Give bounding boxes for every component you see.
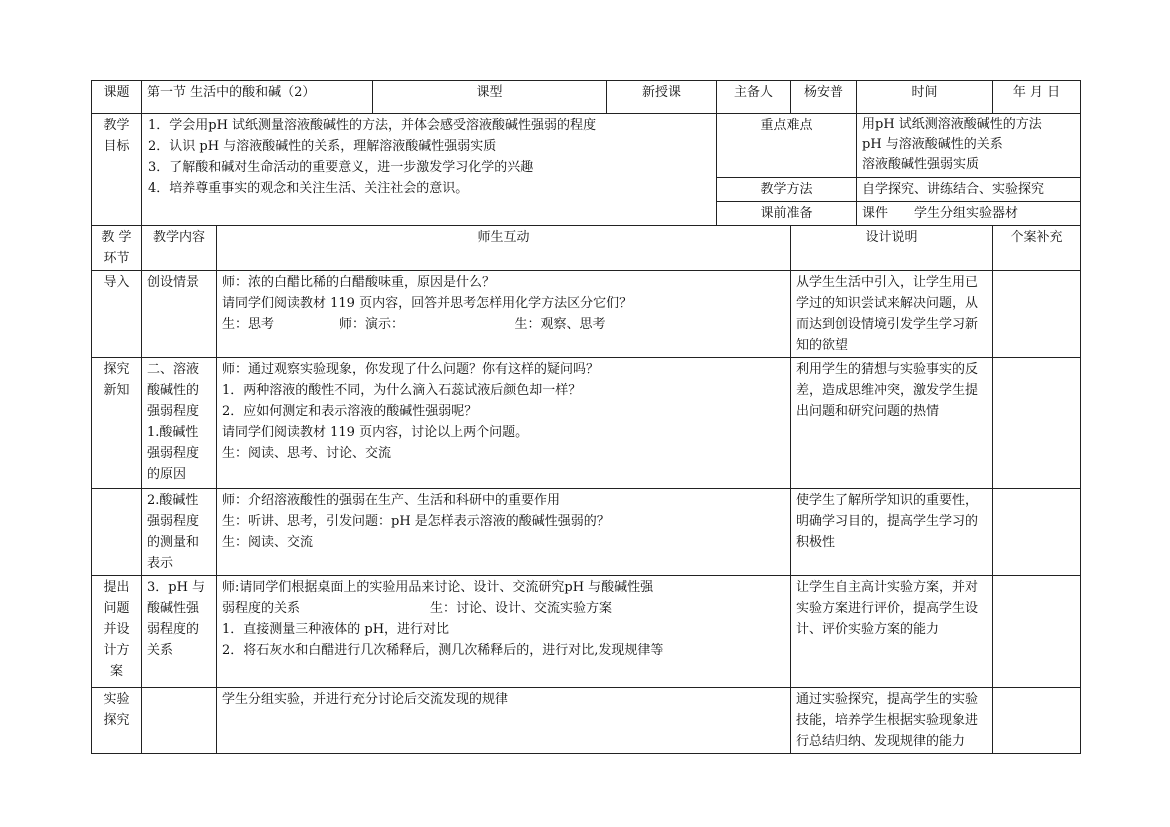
content-line: 关系 — [147, 643, 174, 658]
topic-label: 课题 — [92, 81, 142, 114]
table-row — [92, 688, 1081, 754]
interaction-line: 2．应如何测定和表示溶液的酸碱性强弱呢？ — [222, 404, 478, 419]
content-header: 教学内容 — [142, 226, 217, 271]
stage-line: 提出 — [103, 580, 130, 595]
interaction-line: 学生分组实验，并进行充分讨论后交流发现的规律 — [222, 692, 509, 707]
supplement-header: 个案补充 — [993, 226, 1081, 271]
goals-label-line: 目标 — [103, 139, 130, 154]
interaction-line: 生：阅读、交流 — [222, 535, 314, 550]
interaction-line: 师:请同学们根据桌面上的实验用品来讨论、设计、交流研究pH 与酸碱性强 — [222, 580, 654, 595]
supplement-cell — [993, 576, 1081, 688]
stage-cell — [92, 489, 142, 576]
content-cell — [142, 576, 217, 688]
goals-label — [92, 114, 142, 226]
interaction-line: 师：通过观察实验现象，你发现了什么问题？你有这样的疑问吗？ — [222, 362, 600, 377]
interaction-cell — [217, 489, 791, 576]
content-cell — [142, 688, 217, 754]
key-point: pH 与溶液酸碱性的关系 — [862, 137, 1003, 152]
content-line: 表示 — [147, 556, 174, 571]
time-value: 年 月 日 — [993, 81, 1081, 114]
time-label: 时间 — [857, 81, 993, 114]
interaction-header: 师生互动 — [217, 226, 791, 271]
content-cell — [142, 358, 217, 489]
design-cell: 通过实验探究，提高学生的实验技能，培养学生根据实验现象进行总结归纳、发现规律的能力 — [791, 688, 993, 754]
content-cell — [142, 271, 217, 358]
stage-line: 并设 — [103, 622, 130, 637]
table-row — [92, 358, 1081, 489]
design-cell: 使学生了解所学知识的重要性，明确学习目的，提高学生学习的积极性 — [791, 489, 993, 576]
preparer-value: 杨安普 — [791, 81, 857, 114]
stage-line: 问题 — [103, 601, 130, 616]
interaction-line: 师：介绍溶液酸性的强弱在生产、生活和科研中的重要作用 — [222, 493, 561, 508]
stage-line: 计方 — [103, 643, 130, 658]
interaction-cell — [217, 576, 791, 688]
interaction-line: 1．直接测量三种液体的 pH，进行对比 — [222, 622, 450, 637]
design-header: 设计说明 — [791, 226, 993, 271]
content-line: 强弱程度 — [147, 404, 200, 419]
interaction-cell — [217, 271, 791, 358]
key-point: 溶液酸碱性强弱实质 — [862, 157, 980, 172]
topic-value: 第一节 生活中的酸和碱（2） — [142, 81, 373, 114]
type-label: 课型 — [373, 81, 607, 114]
goal-item: 2．认识 pH 与溶液酸碱性的关系，理解溶液酸碱性强弱实质 — [148, 139, 497, 154]
stage-line: 探究 — [103, 362, 130, 377]
supplement-cell — [993, 489, 1081, 576]
stage-cell — [92, 576, 142, 688]
table-row — [92, 576, 1081, 688]
content-line: 3．pH 与 — [147, 580, 206, 595]
goal-item: 4．培养尊重事实的观念和关注生活、关注社会的意识。 — [148, 181, 469, 196]
stage-header-line: 环节 — [103, 251, 130, 266]
interaction-line: 生：听讲、思考，引发问题：pH 是怎样表示溶液的酸碱性强弱的？ — [222, 514, 610, 529]
interaction-cell — [217, 688, 791, 754]
supplement-cell — [993, 358, 1081, 489]
stage-cell — [92, 358, 142, 489]
supplement-cell — [993, 688, 1081, 754]
content-line: 强弱程度 — [147, 514, 200, 529]
goal-item: 3．了解酸和碱对生命活动的重要意义，进一步激发学习化学的兴趣 — [148, 160, 534, 175]
method-value: 自学探究、讲练结合、实验探究 — [857, 178, 1081, 202]
table-row — [92, 489, 1081, 576]
content-line: 的原因 — [147, 467, 187, 482]
method-label: 教学方法 — [717, 178, 857, 202]
interaction-line: 师：浓的白醋比稀的白醋酸味重，原因是什么？ — [222, 275, 496, 290]
key-point: 用pH 试纸测溶液酸碱性的方法 — [862, 117, 1042, 132]
supplement-cell — [993, 271, 1081, 358]
content-line: 酸碱性的 — [147, 383, 200, 398]
content-line: 创设情景 — [147, 275, 200, 290]
key-points-label: 重点难点 — [717, 114, 857, 178]
goals-row — [92, 114, 1081, 178]
design-cell: 让学生自主高计实验方案，并对实验方案进行评价，提高学生设计、评价实验方案的能力 — [791, 576, 993, 688]
key-points-value — [857, 114, 1081, 178]
goal-item: 1．学会用pH 试纸测量溶液酸碱性的方法，并体会感受溶液酸碱性强弱的程度 — [148, 118, 597, 133]
lesson-plan-table — [91, 80, 1081, 754]
content-line: 1.酸碱性 — [147, 425, 199, 440]
stage-cell — [92, 271, 142, 358]
content-line: 弱程度的 — [147, 622, 200, 637]
interaction-line: 生：阅读、思考、讨论、交流 — [222, 446, 392, 461]
content-line: 的测量和 — [147, 535, 200, 550]
content-line: 强弱程度 — [147, 446, 200, 461]
content-line: 二、溶液 — [147, 362, 200, 377]
goals-label-line: 教学 — [103, 118, 130, 133]
stage-line: 实验 — [103, 692, 130, 707]
header-row — [92, 81, 1081, 114]
interaction-cell — [217, 358, 791, 489]
interaction-line: 生：思考 师：演示： 生：观察、思考 — [222, 317, 606, 332]
content-cell — [142, 489, 217, 576]
content-line: 2.酸碱性 — [147, 493, 199, 508]
stage-header-line: 教 学 — [101, 230, 132, 245]
stage-line: 探究 — [103, 713, 130, 728]
stage-line: 案 — [109, 664, 123, 679]
content-line: 酸碱性强 — [147, 601, 200, 616]
design-cell: 利用学生的猜想与实验事实的反差，造成思维冲突，激发学生提出问题和研究问题的热情 — [791, 358, 993, 489]
stage-line: 导入 — [103, 275, 130, 290]
prep-label: 课前准备 — [717, 202, 857, 226]
preparer-label: 主备人 — [717, 81, 791, 114]
type-value: 新授课 — [607, 81, 717, 114]
interaction-line: 1．两种溶液的酸性不同，为什么滴入石蕊试液后颜色却一样？ — [222, 383, 582, 398]
stage-cell — [92, 688, 142, 754]
prep-value: 课件 学生分组实验器材 — [857, 202, 1081, 226]
design-cell: 从学生生活中引入，让学生用已学过的知识尝试来解决问题，从而达到创设情境引发学生学习新知的欲望 — [791, 271, 993, 358]
interaction-line: 请同学们阅读教材 119 页内容，讨论以上两个问题。 — [222, 425, 529, 440]
interaction-line: 请同学们阅读教材 119 页内容，回答并思考怎样用化学方法区分它们？ — [222, 296, 633, 311]
stage-line: 新知 — [103, 383, 130, 398]
stage-header — [92, 226, 142, 271]
interaction-line: 弱程度的关系 生：讨论、设计、交流实验方案 — [222, 601, 613, 616]
interaction-line: 2．将石灰水和白醋进行几次稀释后，测几次稀释后的，进行对比,发现规律等 — [222, 643, 664, 658]
table-row — [92, 271, 1081, 358]
goals-list — [142, 114, 717, 226]
column-header-row — [92, 226, 1081, 271]
